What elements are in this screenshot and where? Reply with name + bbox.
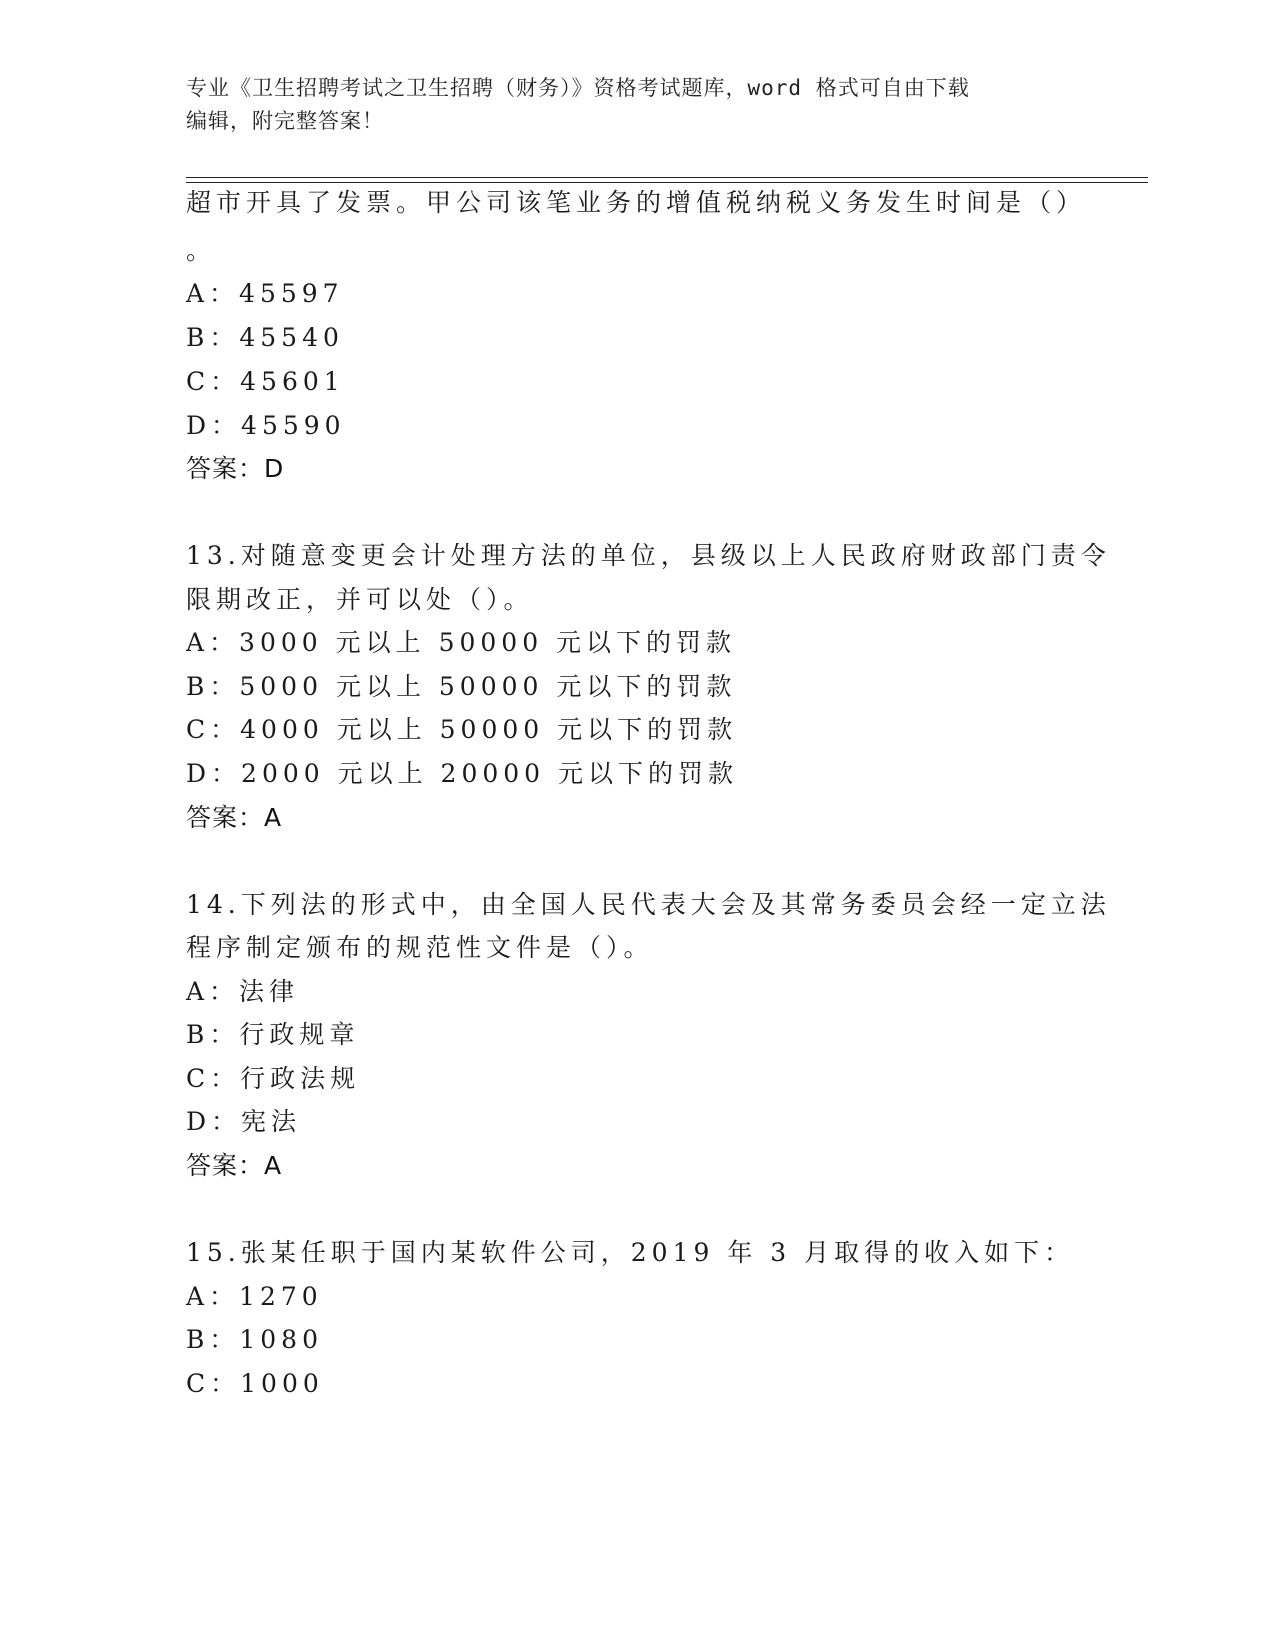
q12-option-b: B：45540	[186, 323, 344, 352]
q13-stem-line-2: 限期改正，并可以处（）。	[186, 585, 534, 614]
q14-stem-line-2: 程序制定颁布的规范性文件是（）。	[186, 933, 654, 962]
q15-option-b: B：1080	[186, 1325, 323, 1354]
header-rule-top	[186, 177, 1148, 178]
q13-option-d: D：2000 元以上 20000 元以下的罚款	[186, 759, 739, 788]
q12-stem-line: 超市开具了发票。甲公司该笔业务的增值税纳税义务发生时间是（）	[186, 188, 1087, 217]
q14-option-b: B：行政规章	[186, 1020, 360, 1049]
q13-option-a: A：3000 元以上 50000 元以下的罚款	[186, 628, 737, 657]
q15-stem-line-1: 15.张某任职于国内某软件公司，2019 年 3 月取得的收入如下：	[186, 1238, 1075, 1267]
q14-stem-line-1: 14.下列法的形式中，由全国人民代表大会及其常务委员会经一定立法	[186, 890, 1111, 919]
document-header	[186, 72, 1066, 138]
q12-answer: 答案：D	[186, 454, 285, 483]
q15-option-a: A：1270	[186, 1282, 323, 1311]
header-rule-bottom	[186, 182, 1148, 183]
q14-option-a: A：法律	[186, 977, 300, 1006]
q12-option-a: A：45597	[186, 279, 344, 308]
header-line-2: 编辑，附完整答案！	[186, 109, 384, 133]
q13-stem-line-1: 13.对随意变更会计处理方法的单位，县级以上人民政府财政部门责令	[186, 541, 1111, 570]
q12-option-d: D：45590	[186, 411, 346, 440]
q13-answer: 答案：A	[186, 803, 283, 832]
q12-option-c: C：45601	[186, 367, 345, 396]
q12-stem-end: 。	[186, 236, 217, 265]
q13-option-b: B：5000 元以上 50000 元以下的罚款	[186, 672, 737, 701]
q14-answer: 答案：A	[186, 1151, 283, 1180]
header-line-1: 专业《卫生招聘考试之卫生招聘（财务）》资格考试题库，word 格式可自由下载	[186, 76, 970, 100]
q14-option-c: C：行政法规	[186, 1064, 361, 1093]
q13-option-c: C：4000 元以上 50000 元以下的罚款	[186, 715, 738, 744]
q15-option-c: C：1000	[186, 1369, 324, 1398]
q14-option-d: D：宪法	[186, 1107, 302, 1136]
